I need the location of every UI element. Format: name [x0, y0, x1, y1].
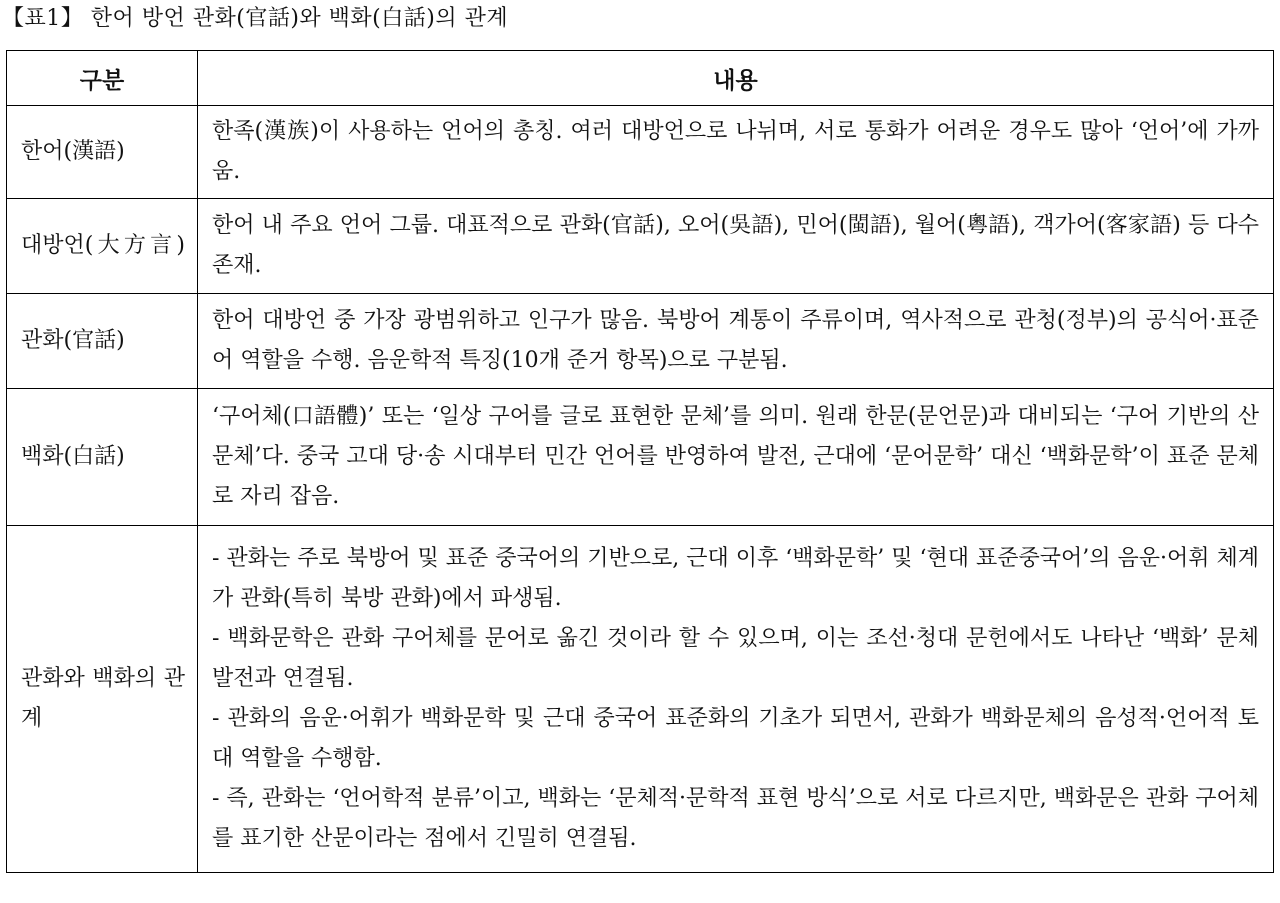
- table-row: [7, 106, 1274, 199]
- content-paragraph: ‘구어체(口語體)’ 또는 ‘일상 구어를 글로 표현한 문체’를 의미. 원래 한문(문언문)과 대비되는 ‘구어 기반의 산문체’다. 중국 고대 당·송 시대부터 민간 언어를 반영하여 발전, 근대에 ‘문어문학’ 대신 ‘백화문학’이 표준 문체로 자리 잡음.: [212, 404, 1259, 509]
- table-row: [7, 526, 1274, 873]
- content-paragraph: - 즉, 관화는 ‘언어학적 분류’이고, 백화는 ‘문체적·문학적 표현 방식’으로 서로 다르지만, 백화문은 관화 구어체를 표기한 산문이라는 점에서 긴밀히 연결됨.: [212, 786, 1259, 851]
- content-paragraph: - 관화는 주로 북방어 및 표준 중국어의 기반으로, 근대 이후 ‘백화문학’ 및 ‘현대 표준중국어’의 음운·어휘 체계가 관화(특히 북방 관화)에서 파생됨.: [212, 546, 1259, 611]
- content-paragraph: - 관화의 음운·어휘가 백화문학 및 근대 중국어 표준화의 기초가 되면서, 관화가 백화문체의 음성적·언어적 토대 역할을 수행함.: [212, 706, 1259, 771]
- row-content-dialect-groups: [198, 199, 1274, 294]
- row-category-baihua: 백화(白話): [7, 389, 198, 526]
- row-content-relationship: [198, 526, 1274, 873]
- content-paragraph: - 백화문학은 관화 구어체를 문어로 옮긴 것이라 할 수 있으며, 이는 조선·청대 문헌에서도 나타난 ‘백화’ 문체 발전과 연결됨.: [212, 626, 1259, 691]
- column-header-category: 구분: [7, 51, 198, 106]
- row-category-relationship: 관화와 백화의 관계: [7, 526, 198, 873]
- row-content-baihua: [198, 389, 1274, 526]
- table-row: [7, 199, 1274, 294]
- content-paragraph: 한어 대방언 중 가장 광범위하고 인구가 많음. 북방어 계통이 주류이며, 역사적으로 관청(정부)의 공식어·표준어 역할을 수행. 음운학적 특징(10개 준거 항목)으로 구분됨.: [212, 308, 1259, 373]
- row-category-hanyu: 한어(漢語): [7, 106, 198, 199]
- content-paragraph: 한어 내 주요 언어 그룹. 대표적으로 관화(官話), 오어(吳語), 민어(閩語), 월어(粵語), 객가어(客家語) 등 다수 존재.: [212, 213, 1259, 278]
- row-content-hanyu: [198, 106, 1274, 199]
- row-category-dialect-groups: 대방언(大方言): [7, 199, 198, 294]
- table-row: [7, 389, 1274, 526]
- row-content-guanhua: [198, 294, 1274, 389]
- comparison-table: [6, 50, 1274, 873]
- column-header-content: 내용: [198, 51, 1274, 106]
- row-category-guanhua: 관화(官話): [7, 294, 198, 389]
- table-caption: 【표1】 한어 방언 관화(官話)와 백화(白話)의 관계: [2, 6, 509, 31]
- table-header-row: [7, 51, 1274, 106]
- table-row: [7, 294, 1274, 389]
- content-paragraph: 한족(漢族)이 사용하는 언어의 총칭. 여러 대방언으로 나뉘며, 서로 통화가 어려운 경우도 많아 ‘언어’에 가까움.: [212, 119, 1259, 184]
